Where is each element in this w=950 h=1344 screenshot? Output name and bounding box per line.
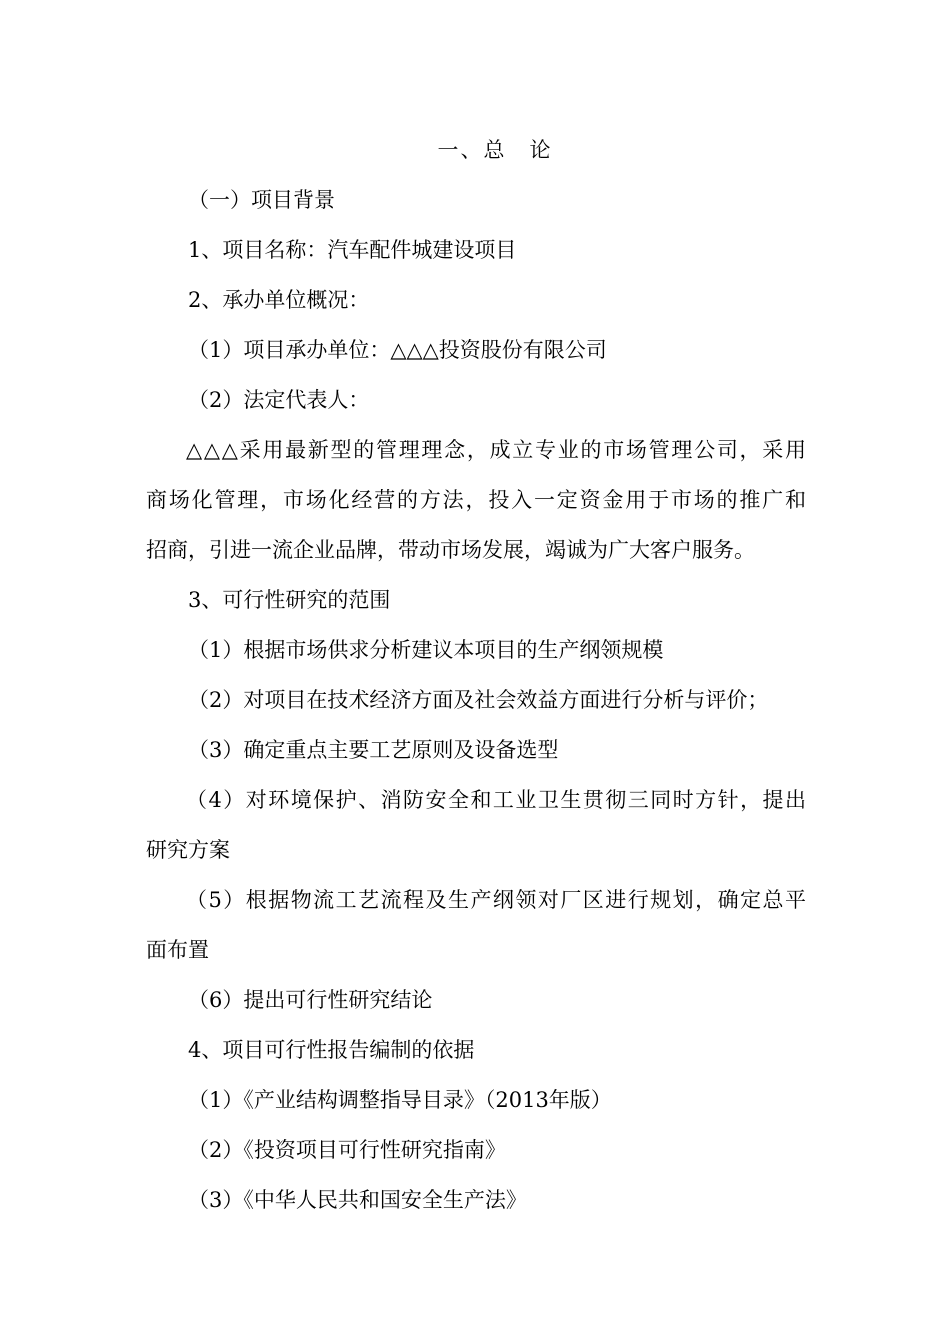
scope-item: （6）提出可行性研究结论 [188, 988, 433, 1012]
scope-item: （4）对环境保护、消防安全和工业卫生贯彻三同时方针，提出 [186, 788, 806, 812]
paragraph-line: 招商，引进一流企业品牌，带动市场发展，竭诚为广大客户服务。 [146, 538, 755, 562]
item-host-unit: （1）项目承办单位：△△△投资股份有限公司 [188, 338, 607, 362]
item-basis-heading: 4、项目可行性报告编制的依据 [188, 1038, 475, 1062]
paragraph-line: 商场化管理，市场化经营的方法，投入一定资金用于市场的推广和 [146, 488, 806, 512]
section-title: 一、总 论 [437, 138, 553, 162]
paragraph-line: △△△采用最新型的管理理念，成立专业的市场管理公司，采用 [186, 438, 806, 462]
item-host-unit-heading: 2、承办单位概况： [188, 288, 370, 312]
scope-item: （5）根据物流工艺流程及生产纲领对厂区进行规划，确定总平 [186, 888, 806, 912]
scope-item-continuation: 研究方案 [146, 838, 230, 862]
item-project-name: 1、项目名称：汽车配件城建设项目 [188, 238, 517, 262]
scope-item: （1）根据市场供求分析建议本项目的生产纲领规模 [188, 638, 664, 662]
basis-item: （1）《产业结构调整指导目录》（2013年版） [188, 1088, 612, 1112]
item-legal-representative: （2）法定代表人： [188, 388, 370, 412]
scope-item-continuation: 面布置 [146, 938, 209, 962]
scope-item: （3）确定重点主要工艺原则及设备选型 [188, 738, 559, 762]
basis-item: （3）《中华人民共和国安全生产法》 [188, 1188, 527, 1212]
basis-item: （2）《投资项目可行性研究指南》 [188, 1138, 506, 1162]
item-scope-heading: 3、可行性研究的范围 [188, 588, 391, 612]
scope-item: （2）对项目在技术经济方面及社会效益方面进行分析与评价； [188, 688, 769, 712]
subsection-heading-background: （一）项目背景 [188, 188, 335, 212]
